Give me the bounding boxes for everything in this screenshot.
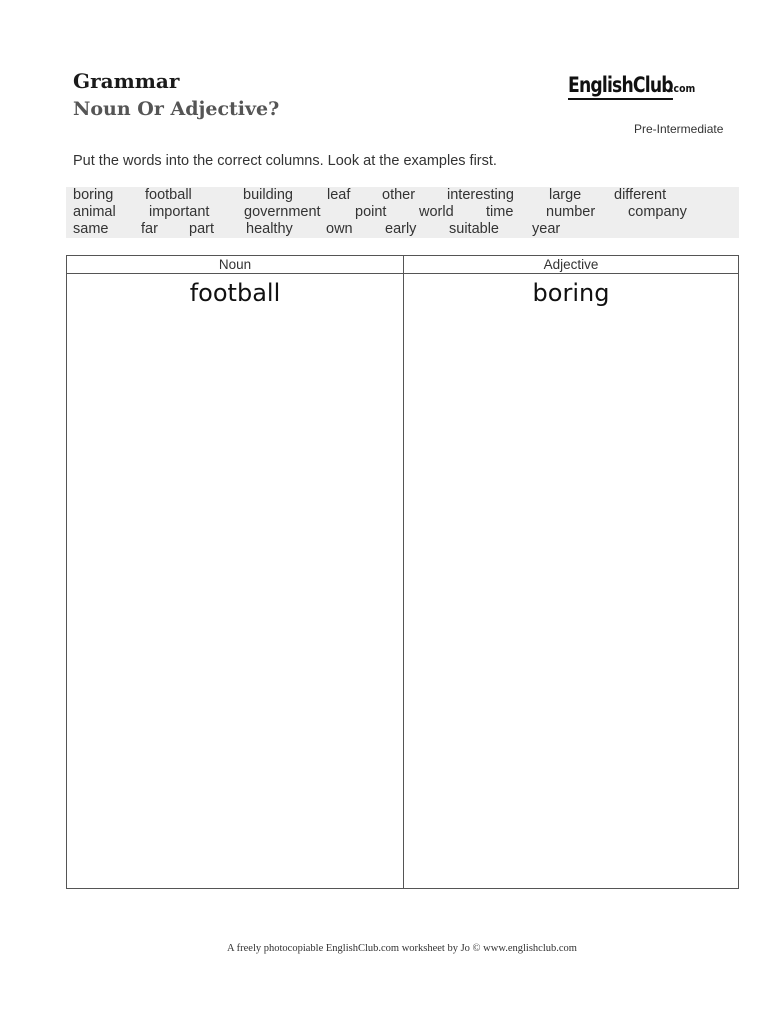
word-bank-word: animal	[73, 204, 116, 220]
column-header-noun: Noun	[218, 257, 252, 272]
word-bank-word: time	[486, 204, 514, 220]
word-bank-word: other	[382, 187, 416, 203]
word-bank-word: early	[385, 221, 417, 237]
word-bank-word: building	[243, 187, 293, 203]
footer-credit: A freely photocopiable EnglishClub.com worksheet by Jo © www.englishclub.com	[227, 943, 577, 954]
logo-suffix: .com	[670, 82, 696, 95]
word-bank	[66, 187, 739, 238]
word-bank-word: number	[546, 204, 596, 220]
column-header-adjective: Adjective	[543, 257, 599, 272]
englishclub-logo	[568, 72, 696, 100]
word-bank-word: far	[141, 221, 158, 237]
worksheet-subtitle: Noun Or Adjective?	[73, 98, 280, 120]
word-bank-word: different	[614, 187, 667, 203]
word-bank-word: football	[145, 187, 192, 203]
worksheet-title: Grammar	[73, 69, 180, 93]
word-bank-word: own	[326, 221, 353, 237]
instructions: Put the words into the correct columns. Look at the examples first.	[73, 153, 497, 169]
word-bank-word: company	[628, 204, 687, 220]
noun-example: football	[189, 279, 281, 307]
word-bank-word: healthy	[246, 221, 293, 237]
adjective-example: boring	[532, 279, 610, 307]
word-bank-word: important	[149, 204, 210, 220]
word-bank-word: boring	[73, 187, 114, 203]
level-label: Pre-Intermediate	[634, 122, 724, 136]
logo-wordmark: EnglishClub	[568, 72, 673, 100]
word-bank-word: large	[549, 187, 582, 203]
word-bank-word: point	[355, 204, 387, 220]
word-bank-word: part	[189, 221, 214, 237]
word-bank-word: government	[244, 204, 321, 220]
word-bank-word: interesting	[447, 187, 514, 203]
column-divider	[403, 256, 404, 888]
word-bank-word: same	[73, 221, 109, 237]
word-bank-word: suitable	[449, 221, 499, 237]
word-bank-word: world	[419, 204, 454, 220]
word-bank-word: leaf	[327, 187, 351, 203]
word-bank-word: year	[532, 221, 561, 237]
answer-table	[66, 255, 739, 889]
